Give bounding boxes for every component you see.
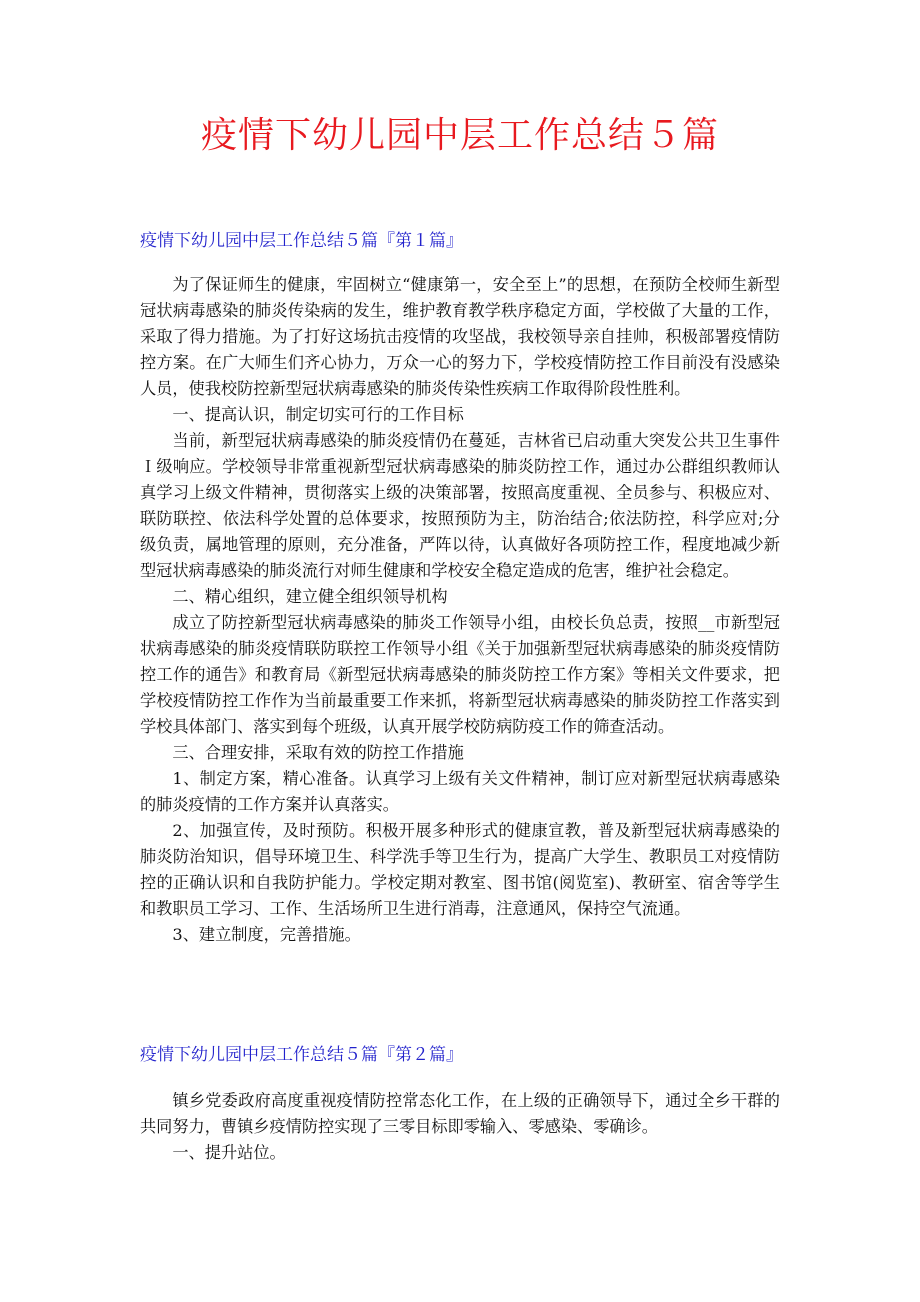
section-2-paragraph: 镇乡党委政府高度重视疫情防控常态化工作，在上级的正确领导下，通过全乡干群的共同努力，曹镇乡疫情防控实现了三零目标即零输入、零感染、零确诊。 bbox=[140, 1091, 780, 1136]
section-1-paragraph: 当前，新型冠状病毒感染的肺炎疫情仍在蔓延，吉林省已启动重大突发公共卫生事件Ｉ级响应。学校领导非常重视新型冠状病毒感染的肺炎防控工作，通过办公群组织教师认真学习上级文件精神，贯彻落实上级的决策部署，按照高度重视、全员参与、积极应对、联防联控、依法科学处置的总体要求，按照预防为主，防治结合;依法防控，科学应对;分级负责，属地管理的原则，充分准备，严阵以待，认真做好各项防控工作，程度地减少新型冠状病毒感染的肺炎流行对师生健康和学校安全稳定造成的危害，维护社会稳定。 bbox=[140, 431, 780, 580]
document-title: 疫情下幼儿园中层工作总结５篇 bbox=[200, 115, 719, 156]
section-1-paragraph: 成立了防控新型冠状病毒感染的肺炎工作领导小组，由校长负总责，按照__市新型冠状病毒感染的肺炎疫情联防联控工作领导小组《关于加强新型冠状病毒感染的肺炎疫情防控工作的通告》和教育局《新型冠状病毒感染的肺炎防控工作方案》等相关文件要求，把学校疫情防控工作作为当前最重要工作来抓，将新型冠状病毒感染的肺炎防控工作落实到学校具体部门、落实到每个班级，认真开展学校防病防疫工作的筛查活动。 bbox=[140, 613, 780, 736]
section-1-list-item: 2、加强宣传，及时预防。积极开展多种形式的健康宣教，普及新型冠状病毒感染的肺炎防治知识，倡导环境卫生、科学洗手等卫生行为，提高广大学生、教职员工对疫情防控的正确认识和自我防护能力。学校定期对教室、图书馆(阅览室)、教研室、宿舍等学生和教职员工学习、工作、生活场所卫生进行消毒，注意通风，保持空气流通。 bbox=[140, 821, 780, 918]
section-2-body bbox=[140, 1088, 780, 1166]
section-1-body bbox=[140, 272, 780, 948]
section-1-list-item: 3、建立制度，完善措施。 bbox=[172, 925, 361, 944]
section-1-subheading: 三、合理安排，采取有效的防控工作措施 bbox=[172, 743, 464, 762]
section-1-heading: 疫情下幼儿园中层工作总结５篇『第１篇』 bbox=[140, 231, 463, 251]
section-1-list-item: 1、制定方案，精心准备。认真学习上级有关文件精神，制订应对新型冠状病毒感染的肺炎疫情的工作方案并认真落实。 bbox=[140, 769, 780, 814]
section-2-heading: 疫情下幼儿园中层工作总结５篇『第２篇』 bbox=[140, 1045, 463, 1065]
section-1-subheading: 二、精心组织，建立健全组织领导机构 bbox=[172, 587, 448, 606]
section-1-paragraph: 为了保证师生的健康，牢固树立“健康第一，安全至上”的思想，在预防全校师生新型冠状病毒感染的肺炎传染病的发生，维护教育教学秩序稳定方面，学校做了大量的工作，采取了得力措施。为了打好这场抗击疫情的攻坚战，我校领导亲自挂帅，积极部署疫情防控方案。在广大师生们齐心协力，万众一心的努力下，学校疫情防控工作目前没有没感染人员，使我校防控新型冠状病毒感染的肺炎传染性疾病工作取得阶段性胜利。 bbox=[140, 275, 780, 398]
section-2-subheading: 一、提升站位。 bbox=[172, 1143, 286, 1162]
section-1-subheading: 一、提高认识，制定切实可行的工作目标 bbox=[172, 405, 464, 424]
